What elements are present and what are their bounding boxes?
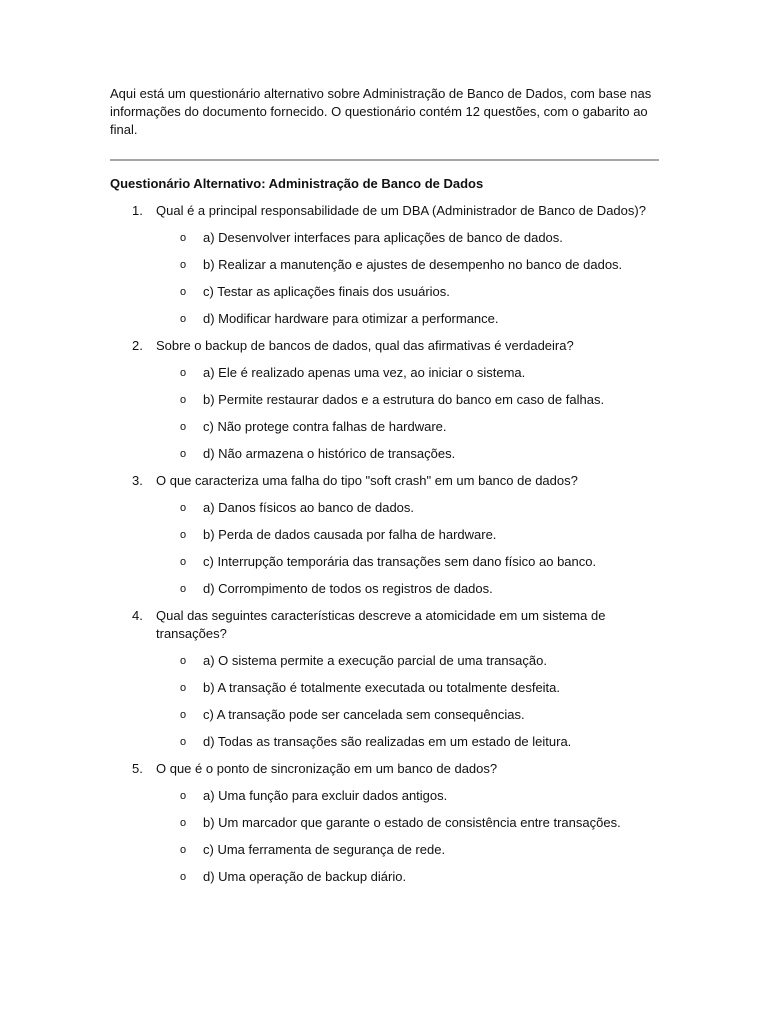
answer-option bbox=[110, 553, 660, 571]
questionnaire-title: Questionário Alternativo: Administração de Banco de Dados bbox=[110, 176, 484, 191]
hollow-bullet-icon: o bbox=[180, 790, 187, 802]
option-text: d) Uma operação de backup diário. bbox=[203, 869, 407, 884]
question-header bbox=[110, 760, 646, 778]
hollow-bullet-icon: o bbox=[180, 286, 187, 298]
option-text: b) Perda de dados causada por falha de hardware. bbox=[203, 527, 497, 542]
answer-option bbox=[110, 733, 660, 751]
hollow-bullet-icon: o bbox=[180, 871, 187, 883]
hollow-bullet-icon: o bbox=[180, 556, 187, 568]
question-text: O que é o ponto de sincronização em um banco de dados? bbox=[156, 761, 498, 776]
hollow-bullet-icon: o bbox=[180, 736, 187, 748]
question-text: O que caracteriza uma falha do tipo "soft crash" em um banco de dados? bbox=[156, 473, 578, 488]
answer-option bbox=[110, 445, 660, 463]
hollow-bullet-icon: o bbox=[180, 844, 187, 856]
question-number: 2. bbox=[132, 338, 143, 353]
hollow-bullet-icon: o bbox=[180, 709, 187, 721]
answer-option bbox=[110, 229, 660, 247]
answer-option bbox=[110, 706, 660, 724]
question-text: Sobre o backup de bancos de dados, qual das afirmativas é verdadeira? bbox=[156, 338, 574, 353]
hollow-bullet-icon: o bbox=[180, 817, 187, 829]
hollow-bullet-icon: o bbox=[180, 367, 187, 379]
hollow-bullet-icon: o bbox=[180, 232, 187, 244]
question-item bbox=[110, 472, 660, 598]
section-divider bbox=[110, 159, 659, 161]
answer-option bbox=[110, 868, 660, 886]
option-text: b) Um marcador que garante o estado de consistência entre transações. bbox=[203, 815, 621, 830]
intro-paragraph: Aqui está um questionário alternativo sobre Administração de Banco de Dados, com base nas informações do documento fornecido. O questionário contém 12 questões, com o gabarito ao final. bbox=[110, 86, 652, 137]
question-header bbox=[110, 337, 646, 355]
question-number: 4. bbox=[132, 608, 143, 623]
answer-option bbox=[110, 580, 660, 598]
hollow-bullet-icon: o bbox=[180, 529, 187, 541]
option-text: b) Permite restaurar dados e a estrutura do banco em caso de falhas. bbox=[203, 392, 605, 407]
question-text: Qual é a principal responsabilidade de um DBA (Administrador de Banco de Dados)? bbox=[156, 203, 646, 218]
option-list bbox=[110, 787, 660, 886]
answer-option bbox=[110, 526, 660, 544]
hollow-bullet-icon: o bbox=[180, 259, 187, 271]
question-item bbox=[110, 337, 660, 463]
hollow-bullet-icon: o bbox=[180, 394, 187, 406]
answer-option bbox=[110, 652, 660, 670]
option-list bbox=[110, 364, 660, 463]
option-text: c) Não protege contra falhas de hardware. bbox=[203, 419, 447, 434]
hollow-bullet-icon: o bbox=[180, 583, 187, 595]
answer-option bbox=[110, 283, 660, 301]
option-text: d) Modificar hardware para otimizar a performance. bbox=[203, 311, 499, 326]
question-item bbox=[110, 607, 660, 751]
question-item bbox=[110, 202, 660, 328]
option-text: a) Ele é realizado apenas uma vez, ao iniciar o sistema. bbox=[203, 365, 526, 380]
option-text: c) Interrupção temporária das transações sem dano físico ao banco. bbox=[203, 554, 597, 569]
option-list bbox=[110, 229, 660, 328]
answer-option bbox=[110, 841, 660, 859]
option-text: a) Uma função para excluir dados antigos. bbox=[203, 788, 448, 803]
option-text: c) Uma ferramenta de segurança de rede. bbox=[203, 842, 446, 857]
answer-option bbox=[110, 391, 660, 409]
hollow-bullet-icon: o bbox=[180, 313, 187, 325]
hollow-bullet-icon: o bbox=[180, 448, 187, 460]
hollow-bullet-icon: o bbox=[180, 421, 187, 433]
option-list bbox=[110, 499, 660, 598]
answer-option bbox=[110, 310, 660, 328]
option-text: d) Todas as transações são realizadas em um estado de leitura. bbox=[203, 734, 572, 749]
answer-option bbox=[110, 499, 660, 517]
answer-option bbox=[110, 364, 660, 382]
hollow-bullet-icon: o bbox=[180, 682, 187, 694]
option-text: b) Realizar a manutenção e ajustes de desempenho no banco de dados. bbox=[203, 257, 623, 272]
hollow-bullet-icon: o bbox=[180, 655, 187, 667]
option-text: d) Não armazena o histórico de transações. bbox=[203, 446, 456, 461]
option-text: a) Desenvolver interfaces para aplicações de banco de dados. bbox=[203, 230, 563, 245]
option-text: a) Danos físicos ao banco de dados. bbox=[203, 500, 415, 515]
answer-option bbox=[110, 787, 660, 805]
answer-option bbox=[110, 418, 660, 436]
question-header bbox=[110, 202, 646, 220]
question-number: 1. bbox=[132, 203, 143, 218]
answer-option bbox=[110, 679, 660, 697]
question-text: Qual das seguintes características descreve a atomicidade em um sistema de transações? bbox=[156, 608, 606, 641]
option-text: d) Corrompimento de todos os registros de dados. bbox=[203, 581, 493, 596]
question-item bbox=[110, 760, 660, 886]
option-list bbox=[110, 652, 660, 751]
question-header bbox=[110, 472, 646, 490]
option-text: a) O sistema permite a execução parcial de uma transação. bbox=[203, 653, 547, 668]
option-text: c) Testar as aplicações finais dos usuários. bbox=[203, 284, 450, 299]
question-header bbox=[110, 607, 646, 643]
question-number: 5. bbox=[132, 761, 143, 776]
answer-option bbox=[110, 814, 660, 832]
option-text: c) A transação pode ser cancelada sem consequências. bbox=[203, 707, 525, 722]
hollow-bullet-icon: o bbox=[180, 502, 187, 514]
answer-option bbox=[110, 256, 660, 274]
question-number: 3. bbox=[132, 473, 143, 488]
question-list bbox=[110, 202, 660, 886]
option-text: b) A transação é totalmente executada ou totalmente desfeita. bbox=[203, 680, 561, 695]
